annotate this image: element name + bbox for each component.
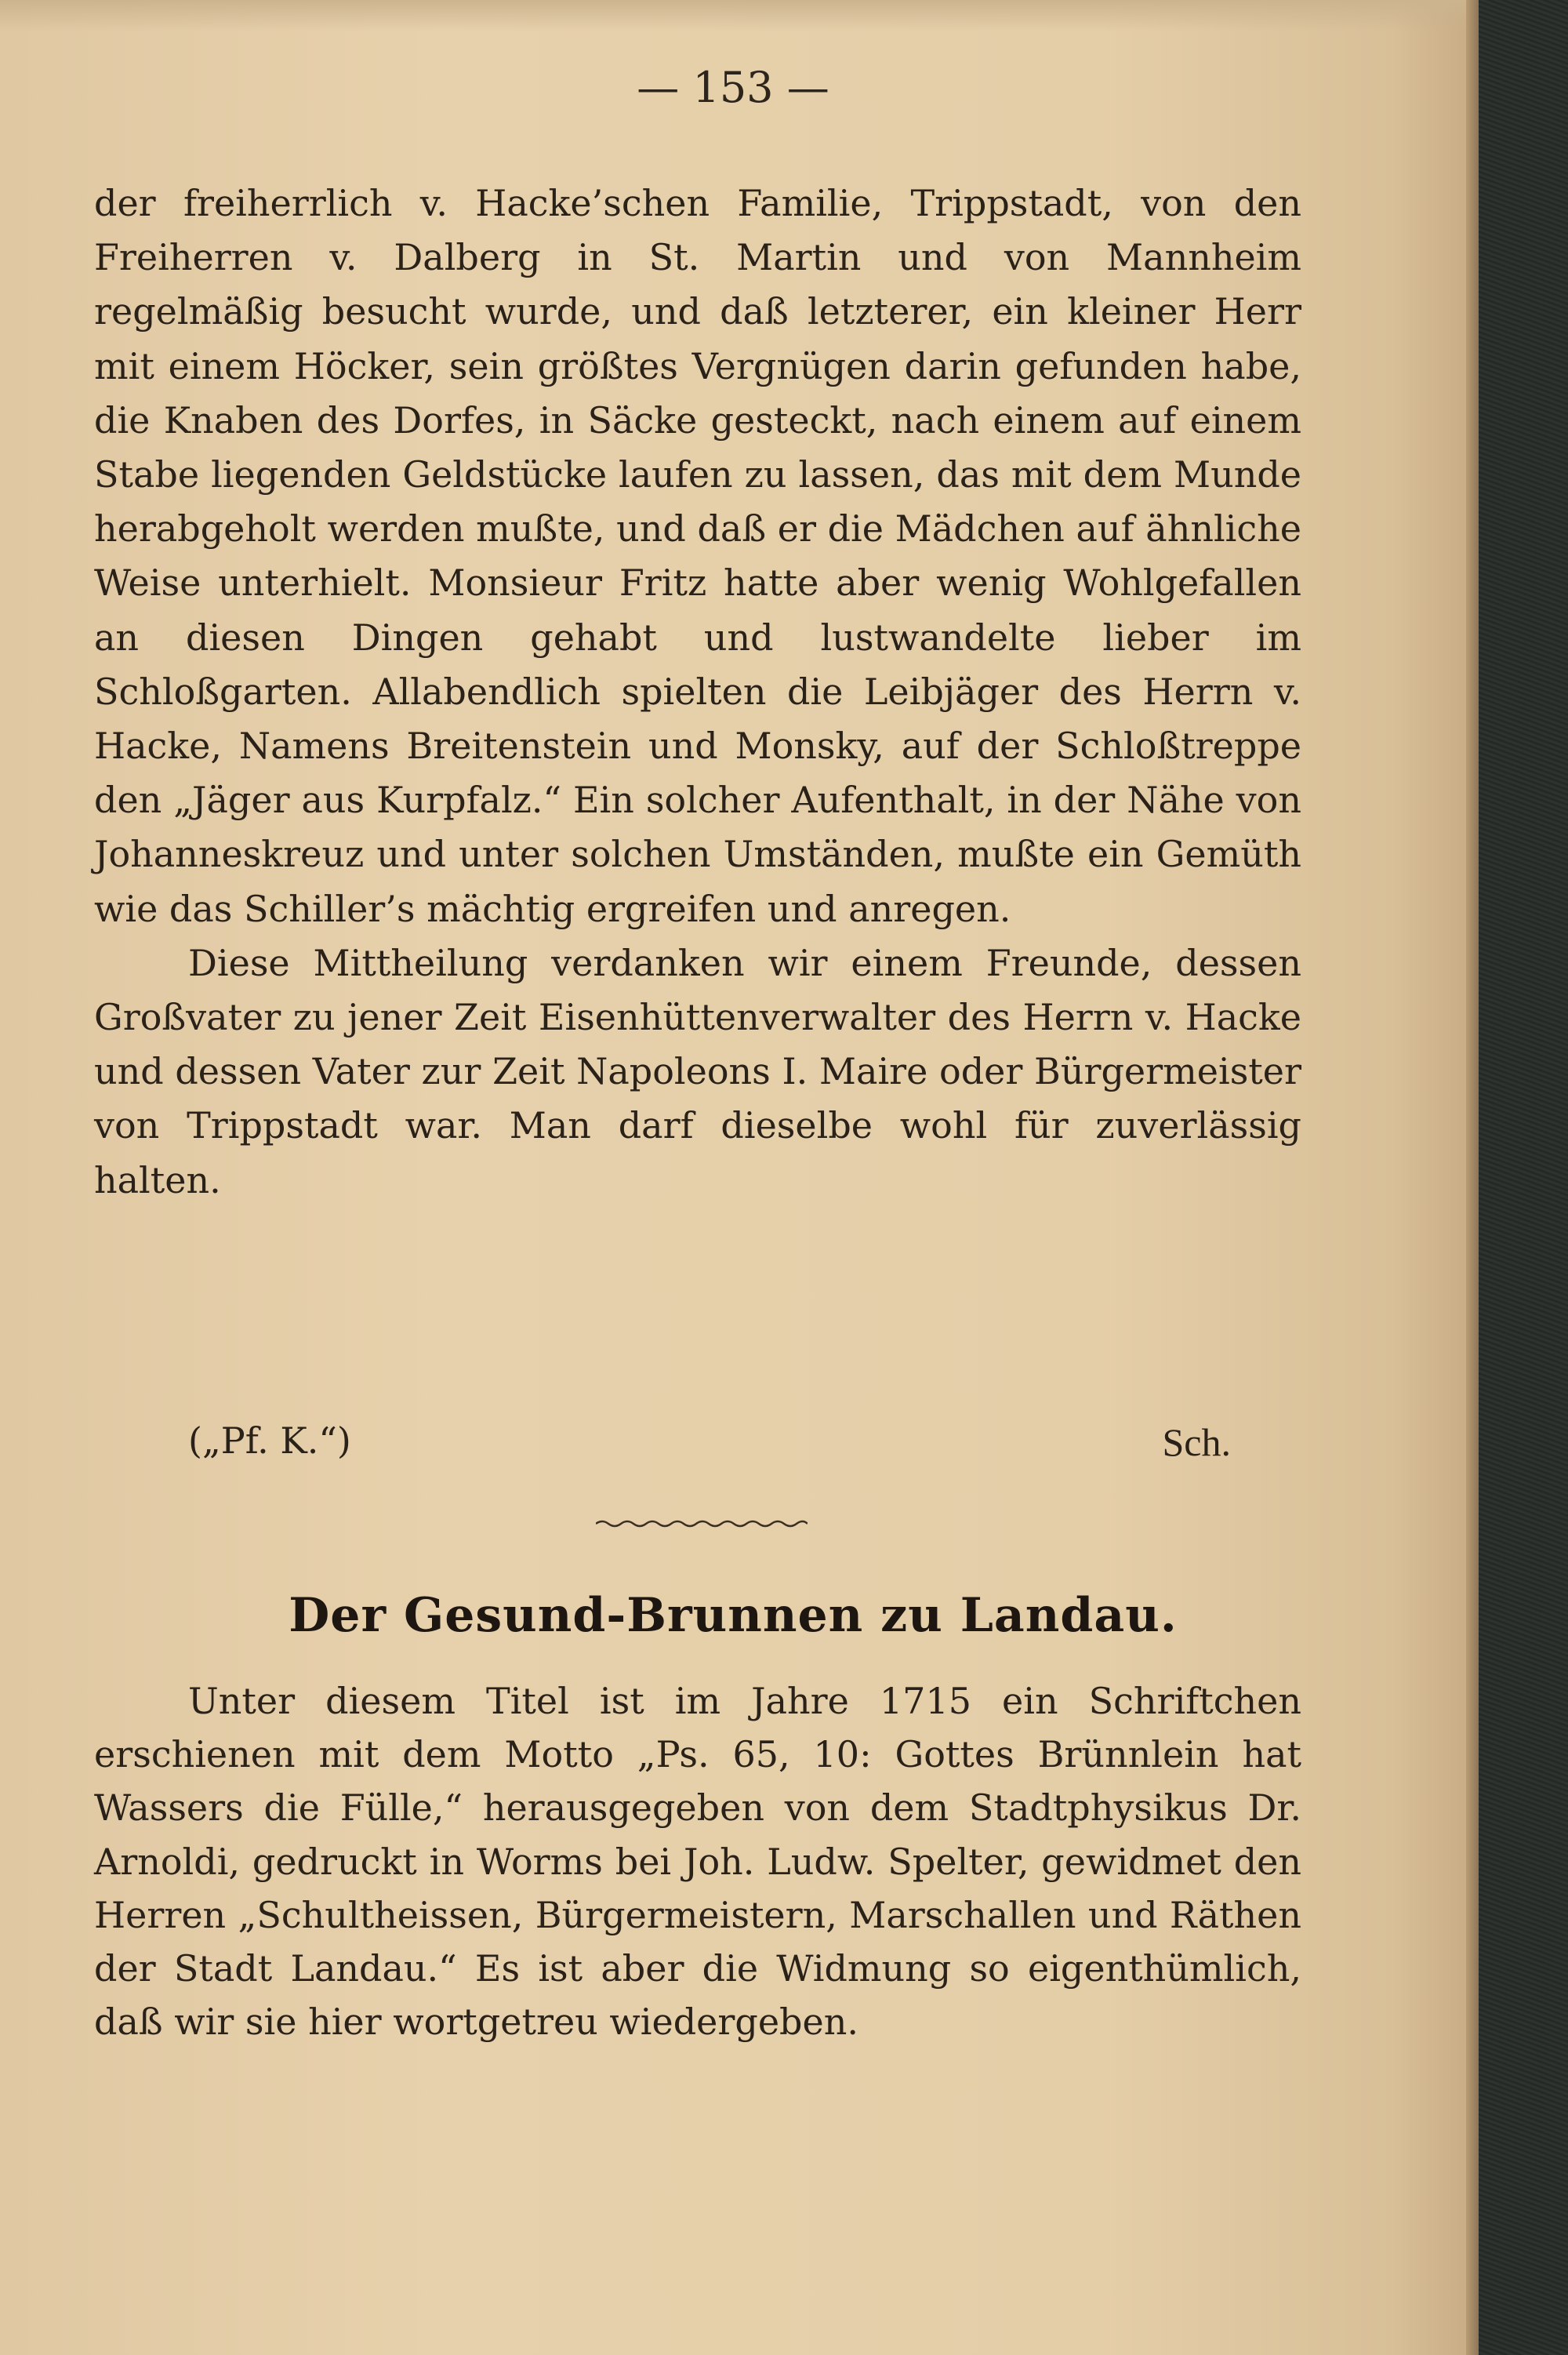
section-separator-ornament bbox=[596, 1517, 808, 1530]
author-signature: Sch. bbox=[1162, 1420, 1231, 1464]
page-top-shadow bbox=[0, 0, 1466, 31]
page-number: — 153 — bbox=[637, 63, 829, 112]
source-citation: („Pf. K.“) bbox=[188, 1419, 351, 1462]
new-article-paragraph-1: Unter diesem Titel ist im Jahre 1715 ein Schriftchen erschienen mit dem Motto „Ps. 65, 10: Gottes Brünnlein hat Wassers die Fülle,“ herausgegeben von dem Stadtphysikus Dr. Arnoldi, gedruckt in Worms bei Joh. Ludw. Spelter, gewidmet den Herren „Schultheissen, Bürgermeistern, Marschallen und Räthen der Stadt Landau.“ Es ist aber die Widmung so eigenthümlich, daß wir sie hier wortgetreu wiedergeben. bbox=[94, 1680, 1301, 2044]
new-article bbox=[94, 1674, 1301, 2048]
book-spine bbox=[1479, 0, 1568, 2355]
article-paragraph-1: der freiherrlich v. Hacke’schen Familie, Trippstadt, von den Freiherren v. Dalberg in St. Martin und von Mannheim regelmäßig besucht wurde, und daß letzterer, ein kleiner Herr mit einem Höcker, sein größtes Vergnügen darin gefunden habe, die Knaben des Dorfes, in Säcke gesteckt, nach einem auf einem Stabe liegenden Geldstücke laufen zu lassen, das mit dem Munde herabgeholt werden mußte, und daß er die Mädchen auf ähnliche Weise unterhielt. Monsieur Fritz hatte aber wenig Wohlgefallen an diesen Dingen gehabt und lustwandelte lieber im Schloßgarten. Allabendlich spielten die Leibjäger des Herrn v. Hacke, Namens Breitenstein und Monsky, auf der Schloßtreppe den „Jäger aus Kurpfalz.“ Ein solcher Aufenthalt, in der Nähe von Johanneskreuz und unter solchen Umständen, mußte ein Gemüth wie das Schiller’s mächtig ergreifen und anregen. bbox=[94, 182, 1301, 930]
continued-article bbox=[94, 176, 1301, 1208]
page-edge bbox=[1466, 0, 1479, 2355]
article-paragraph-2: Diese Mittheilung verdanken wir einem Freunde, dessen Großvater zu jener Zeit Eisenhüttenverwalter des Herrn v. Hacke und dessen Vater zur Zeit Napoleons I. Maire oder Bürgermeister von Trippstadt war. Man darf dieselbe wohl für zuverlässig halten. bbox=[94, 941, 1301, 1201]
section-title: Der Gesund-Brunnen zu Landau. bbox=[289, 1588, 1178, 1643]
